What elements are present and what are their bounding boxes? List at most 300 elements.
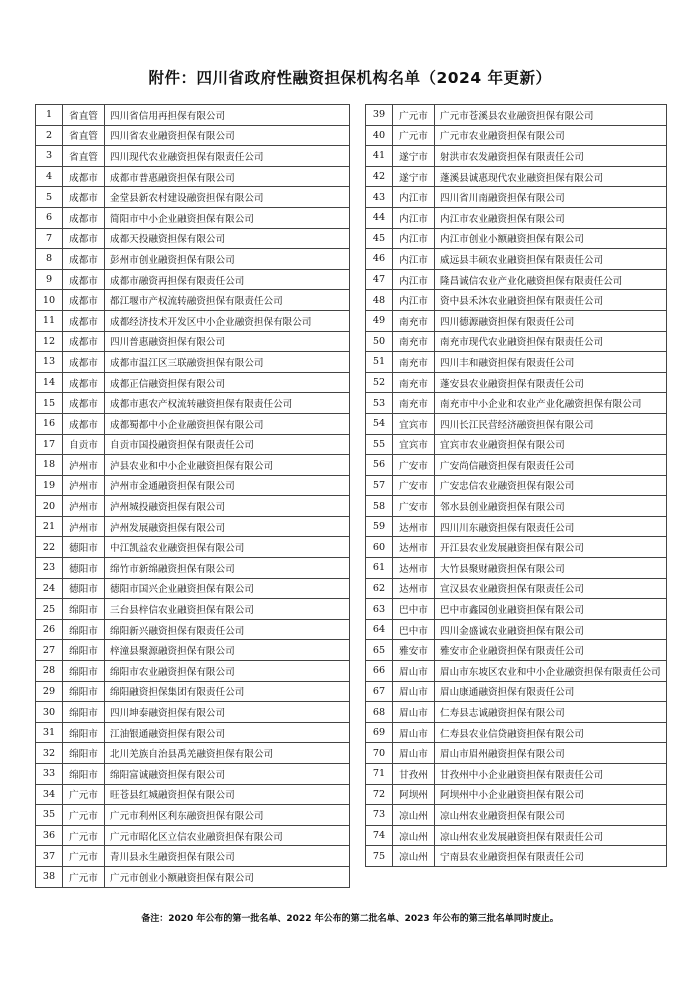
- row-institution-name: 自贡市国投融资担保有限责任公司: [105, 434, 350, 455]
- row-region: 泸州市: [63, 455, 105, 476]
- row-number: 75: [366, 846, 393, 867]
- row-number: 23: [36, 558, 63, 579]
- row-institution-name: 成都蜀都中小企业融资担保有限公司: [105, 413, 350, 434]
- row-number: 30: [36, 702, 63, 723]
- table-row: [366, 290, 667, 311]
- row-number: 3: [36, 146, 63, 167]
- row-institution-name: 邻水县创业融资担保有限公司: [435, 496, 667, 517]
- row-region: 德阳市: [63, 558, 105, 579]
- row-institution-name: 蓬安县农业融资担保有限责任公司: [435, 372, 667, 393]
- table-row: [366, 393, 667, 414]
- row-region: 南充市: [393, 331, 435, 352]
- table-row: [366, 207, 667, 228]
- row-number: 26: [36, 619, 63, 640]
- row-institution-name: 四川长江民营经济融资担保有限公司: [435, 413, 667, 434]
- row-institution-name: 眉山康通融资担保有限责任公司: [435, 681, 667, 702]
- row-region: 广元市: [63, 866, 105, 887]
- table-row: [36, 805, 350, 826]
- row-region: 南充市: [393, 372, 435, 393]
- row-institution-name: 四川德源融资担保有限责任公司: [435, 310, 667, 331]
- table-row: [36, 599, 350, 620]
- row-number: 11: [36, 310, 63, 331]
- table-row: [366, 372, 667, 393]
- row-region: 阿坝州: [393, 784, 435, 805]
- row-region: 泸州市: [63, 516, 105, 537]
- row-institution-name: 凉山州农业发展融资担保有限责任公司: [435, 825, 667, 846]
- row-institution-name: 资中县禾沐农业融资担保有限责任公司: [435, 290, 667, 311]
- row-institution-name: 绵阳市农业融资担保有限公司: [105, 661, 350, 682]
- row-number: 12: [36, 331, 63, 352]
- table-row: [366, 599, 667, 620]
- row-region: 广元市: [393, 125, 435, 146]
- table-row: [366, 722, 667, 743]
- row-region: 凉山州: [393, 846, 435, 867]
- row-number: 41: [366, 146, 393, 167]
- table-row: [36, 764, 350, 785]
- row-number: 51: [366, 352, 393, 373]
- row-number: 31: [36, 722, 63, 743]
- row-region: 德阳市: [63, 537, 105, 558]
- row-number: 22: [36, 537, 63, 558]
- table-row: [366, 661, 667, 682]
- institution-table-left: [35, 104, 350, 888]
- row-institution-name: 宣汉县农业融资担保有限责任公司: [435, 578, 667, 599]
- row-number: 20: [36, 496, 63, 517]
- row-number: 45: [366, 228, 393, 249]
- row-number: 34: [36, 784, 63, 805]
- table-row: [36, 619, 350, 640]
- row-institution-name: 四川省川南融资担保有限公司: [435, 187, 667, 208]
- table-row: [36, 475, 350, 496]
- row-number: 4: [36, 166, 63, 187]
- row-region: 凉山州: [393, 825, 435, 846]
- row-region: 广元市: [63, 825, 105, 846]
- row-institution-name: 北川羌族自治县禹羌融资担保有限公司: [105, 743, 350, 764]
- row-region: 自贡市: [63, 434, 105, 455]
- row-region: 绵阳市: [63, 619, 105, 640]
- table-row: [36, 249, 350, 270]
- row-region: 凉山州: [393, 805, 435, 826]
- table-row: [366, 105, 667, 126]
- row-institution-name: 广元市苍溪县农业融资担保有限公司: [435, 105, 667, 126]
- row-institution-name: 泸州发展融资担保有限公司: [105, 516, 350, 537]
- row-number: 50: [366, 331, 393, 352]
- row-region: 绵阳市: [63, 743, 105, 764]
- row-number: 9: [36, 269, 63, 290]
- row-institution-name: 南充市现代农业融资担保有限责任公司: [435, 331, 667, 352]
- row-region: 成都市: [63, 228, 105, 249]
- row-number: 27: [36, 640, 63, 661]
- row-institution-name: 广元市创业小额融资担保有限公司: [105, 866, 350, 887]
- row-region: 成都市: [63, 269, 105, 290]
- row-region: 内江市: [393, 290, 435, 311]
- row-institution-name: 广元市利州区利东融资担保有限公司: [105, 805, 350, 826]
- row-region: 成都市: [63, 166, 105, 187]
- table-row: [36, 310, 350, 331]
- table-row: [36, 537, 350, 558]
- row-number: 61: [366, 558, 393, 579]
- row-institution-name: 泸县农业和中小企业融资担保有限公司: [105, 455, 350, 476]
- table-row: [366, 681, 667, 702]
- table-row: [36, 825, 350, 846]
- row-region: 省直管: [63, 146, 105, 167]
- table-row: [366, 496, 667, 517]
- table-row: [366, 578, 667, 599]
- row-institution-name: 德阳市国兴企业融资担保有限公司: [105, 578, 350, 599]
- table-row: [36, 743, 350, 764]
- institution-table-right: [365, 104, 667, 867]
- row-number: 60: [366, 537, 393, 558]
- table-row: [36, 166, 350, 187]
- row-institution-name: 射洪市农发融资担保有限责任公司: [435, 146, 667, 167]
- row-region: 眉山市: [393, 681, 435, 702]
- row-region: 内江市: [393, 269, 435, 290]
- row-number: 59: [366, 516, 393, 537]
- document-title: 附件：四川省政府性融资担保机构名单（2024 年更新）: [148, 69, 552, 87]
- row-number: 1: [36, 105, 63, 126]
- row-institution-name: 成都市融资再担保有限责任公司: [105, 269, 350, 290]
- row-institution-name: 眉山市眉州融资担保有限公司: [435, 743, 667, 764]
- row-region: 内江市: [393, 228, 435, 249]
- row-region: 成都市: [63, 372, 105, 393]
- row-number: 57: [366, 475, 393, 496]
- row-institution-name: 隆昌诚信农业产业化融资担保有限责任公司: [435, 269, 667, 290]
- row-number: 65: [366, 640, 393, 661]
- row-number: 62: [366, 578, 393, 599]
- table-row: [366, 516, 667, 537]
- row-number: 52: [366, 372, 393, 393]
- row-institution-name: 都江堰市产权流转融资担保有限责任公司: [105, 290, 350, 311]
- table-row: [36, 496, 350, 517]
- row-institution-name: 宜宾市农业融资担保有限公司: [435, 434, 667, 455]
- row-institution-name: 四川川东融资担保有限责任公司: [435, 516, 667, 537]
- table-row: [36, 413, 350, 434]
- table-row: [366, 619, 667, 640]
- row-institution-name: 广元市农业融资担保有限公司: [435, 125, 667, 146]
- row-institution-name: 四川省农业融资担保有限公司: [105, 125, 350, 146]
- row-region: 广元市: [393, 105, 435, 126]
- row-institution-name: 三台县梓信农业融资担保有限公司: [105, 599, 350, 620]
- table-row: [36, 722, 350, 743]
- row-number: 69: [366, 722, 393, 743]
- row-institution-name: 成都正信融资担保有限公司: [105, 372, 350, 393]
- table-row: [366, 310, 667, 331]
- row-institution-name: 梓潼县聚源融资担保有限公司: [105, 640, 350, 661]
- table-row: [366, 558, 667, 579]
- row-number: 73: [366, 805, 393, 826]
- row-number: 13: [36, 352, 63, 373]
- table-row: [36, 331, 350, 352]
- row-institution-name: 内江市农业融资担保有限公司: [435, 207, 667, 228]
- row-number: 21: [36, 516, 63, 537]
- row-region: 宜宾市: [393, 434, 435, 455]
- row-number: 54: [366, 413, 393, 434]
- row-region: 泸州市: [63, 475, 105, 496]
- row-institution-name: 金堂县新农村建设融资担保有限公司: [105, 187, 350, 208]
- row-institution-name: 眉山市东坡区农业和中小企业融资担保有限责任公司: [435, 661, 667, 682]
- row-region: 达州市: [393, 578, 435, 599]
- table-row: [366, 166, 667, 187]
- row-institution-name: 成都市普惠融资担保有限公司: [105, 166, 350, 187]
- table-row: [366, 640, 667, 661]
- table-row: [36, 516, 350, 537]
- table-row: [36, 661, 350, 682]
- row-institution-name: 仁寿县志诚融资担保有限公司: [435, 702, 667, 723]
- row-institution-name: 江油银通融资担保有限公司: [105, 722, 350, 743]
- row-region: 绵阳市: [63, 640, 105, 661]
- table-row: [36, 207, 350, 228]
- row-region: 达州市: [393, 537, 435, 558]
- row-number: 66: [366, 661, 393, 682]
- table-row: [36, 290, 350, 311]
- row-region: 内江市: [393, 207, 435, 228]
- row-region: 内江市: [393, 249, 435, 270]
- row-institution-name: 凉山州农业融资担保有限公司: [435, 805, 667, 826]
- table-row: [36, 702, 350, 723]
- row-number: 33: [36, 764, 63, 785]
- row-institution-name: 四川现代农业融资担保有限责任公司: [105, 146, 350, 167]
- row-number: 64: [366, 619, 393, 640]
- row-number: 49: [366, 310, 393, 331]
- table-row: [36, 434, 350, 455]
- row-number: 39: [366, 105, 393, 126]
- table-row: [36, 846, 350, 867]
- row-number: 56: [366, 455, 393, 476]
- row-number: 37: [36, 846, 63, 867]
- table-row: [366, 125, 667, 146]
- row-number: 24: [36, 578, 63, 599]
- table-row: [366, 413, 667, 434]
- row-institution-name: 简阳市中小企业融资担保有限公司: [105, 207, 350, 228]
- row-institution-name: 内江市创业小额融资担保有限公司: [435, 228, 667, 249]
- table-row: [366, 846, 667, 867]
- row-institution-name: 绵阳融资担保集团有限责任公司: [105, 681, 350, 702]
- row-number: 74: [366, 825, 393, 846]
- table-row: [366, 764, 667, 785]
- row-number: 40: [366, 125, 393, 146]
- row-number: 47: [366, 269, 393, 290]
- row-institution-name: 南充市中小企业和农业产业化融资担保有限公司: [435, 393, 667, 414]
- table-row: [366, 743, 667, 764]
- row-number: 28: [36, 661, 63, 682]
- row-region: 绵阳市: [63, 661, 105, 682]
- row-region: 成都市: [63, 290, 105, 311]
- row-number: 8: [36, 249, 63, 270]
- table-row: [36, 640, 350, 661]
- row-institution-name: 仁寿县农业信贷融资担保有限公司: [435, 722, 667, 743]
- table-row: [36, 228, 350, 249]
- row-institution-name: 绵竹市新绵融资担保有限公司: [105, 558, 350, 579]
- table-row: [36, 784, 350, 805]
- row-region: 南充市: [393, 393, 435, 414]
- row-institution-name: 青川县永生融资担保有限公司: [105, 846, 350, 867]
- row-institution-name: 泸州市金通融资担保有限公司: [105, 475, 350, 496]
- row-institution-name: 蓬溪县诚惠现代农业融资担保有限公司: [435, 166, 667, 187]
- row-number: 36: [36, 825, 63, 846]
- row-region: 眉山市: [393, 702, 435, 723]
- row-region: 成都市: [63, 352, 105, 373]
- table-row: [36, 372, 350, 393]
- table-row: [36, 866, 350, 887]
- row-number: 55: [366, 434, 393, 455]
- row-number: 6: [36, 207, 63, 228]
- row-institution-name: 威远县丰硕农业融资担保有限责任公司: [435, 249, 667, 270]
- row-number: 10: [36, 290, 63, 311]
- row-institution-name: 大竹县聚财融资担保有限公司: [435, 558, 667, 579]
- row-number: 15: [36, 393, 63, 414]
- row-number: 19: [36, 475, 63, 496]
- row-number: 48: [366, 290, 393, 311]
- row-institution-name: 广安尚信融资担保有限责任公司: [435, 455, 667, 476]
- row-number: 16: [36, 413, 63, 434]
- row-region: 成都市: [63, 331, 105, 352]
- row-region: 成都市: [63, 393, 105, 414]
- row-region: 广安市: [393, 475, 435, 496]
- table-row: [366, 352, 667, 373]
- row-number: 71: [366, 764, 393, 785]
- row-region: 遂宁市: [393, 146, 435, 167]
- row-institution-name: 雅安市企业融资担保有限责任公司: [435, 640, 667, 661]
- row-number: 42: [366, 166, 393, 187]
- row-institution-name: 彭州市创业融资担保有限公司: [105, 249, 350, 270]
- row-number: 38: [36, 866, 63, 887]
- row-institution-name: 成都经济技术开发区中小企业融资担保有限公司: [105, 310, 350, 331]
- row-region: 泸州市: [63, 496, 105, 517]
- row-region: 巴中市: [393, 619, 435, 640]
- row-region: 成都市: [63, 249, 105, 270]
- table-row: [366, 249, 667, 270]
- table-row: [366, 537, 667, 558]
- row-number: 5: [36, 187, 63, 208]
- table-row: [36, 269, 350, 290]
- table-row: [366, 825, 667, 846]
- row-region: 广安市: [393, 496, 435, 517]
- row-region: 遂宁市: [393, 166, 435, 187]
- remark-note: 备注：2020 年公布的第一批名单、2022 年公布的第二批名单、2023 年公布的第三批名单同时废止。: [141, 914, 559, 924]
- row-number: 68: [366, 702, 393, 723]
- row-institution-name: 成都天投融资担保有限公司: [105, 228, 350, 249]
- row-number: 43: [366, 187, 393, 208]
- table-row: [366, 455, 667, 476]
- row-institution-name: 巴中市鑫园创业融资担保有限公司: [435, 599, 667, 620]
- row-region: 绵阳市: [63, 722, 105, 743]
- row-institution-name: 阿坝州中小企业融资担保有限公司: [435, 784, 667, 805]
- table-row: [366, 187, 667, 208]
- row-number: 29: [36, 681, 63, 702]
- row-institution-name: 广安忠信农业融资担保有限公司: [435, 475, 667, 496]
- row-region: 广安市: [393, 455, 435, 476]
- row-region: 巴中市: [393, 599, 435, 620]
- row-region: 成都市: [63, 207, 105, 228]
- row-region: 广元市: [63, 846, 105, 867]
- row-region: 省直管: [63, 105, 105, 126]
- row-institution-name: 旺苍县红城融资担保有限公司: [105, 784, 350, 805]
- row-number: 17: [36, 434, 63, 455]
- row-region: 成都市: [63, 187, 105, 208]
- row-region: 绵阳市: [63, 681, 105, 702]
- row-region: 绵阳市: [63, 599, 105, 620]
- table-row: [36, 352, 350, 373]
- row-region: 绵阳市: [63, 764, 105, 785]
- row-number: 35: [36, 805, 63, 826]
- row-institution-name: 泸州城投融资担保有限公司: [105, 496, 350, 517]
- row-institution-name: 成都市温江区三联融资担保有限公司: [105, 352, 350, 373]
- row-region: 广元市: [63, 784, 105, 805]
- row-institution-name: 四川普惠融资担保有限公司: [105, 331, 350, 352]
- row-region: 南充市: [393, 310, 435, 331]
- row-number: 18: [36, 455, 63, 476]
- row-number: 25: [36, 599, 63, 620]
- row-number: 67: [366, 681, 393, 702]
- table-row: [36, 393, 350, 414]
- row-region: 眉山市: [393, 743, 435, 764]
- row-institution-name: 开江县农业发展融资担保有限公司: [435, 537, 667, 558]
- row-region: 内江市: [393, 187, 435, 208]
- row-institution-name: 四川金盛诚农业融资担保有限公司: [435, 619, 667, 640]
- row-region: 达州市: [393, 558, 435, 579]
- row-institution-name: 宁南县农业融资担保有限责任公司: [435, 846, 667, 867]
- row-region: 省直管: [63, 125, 105, 146]
- row-region: 德阳市: [63, 578, 105, 599]
- row-number: 7: [36, 228, 63, 249]
- table-row: [36, 578, 350, 599]
- row-institution-name: 四川丰和融资担保有限责任公司: [435, 352, 667, 373]
- row-number: 58: [366, 496, 393, 517]
- row-region: 雅安市: [393, 640, 435, 661]
- table-row: [36, 146, 350, 167]
- row-number: 2: [36, 125, 63, 146]
- table-row: [36, 558, 350, 579]
- row-number: 14: [36, 372, 63, 393]
- row-region: 绵阳市: [63, 702, 105, 723]
- row-institution-name: 中江凯益农业融资担保有限公司: [105, 537, 350, 558]
- row-region: 广元市: [63, 805, 105, 826]
- row-institution-name: 绵阳富诚融资担保有限公司: [105, 764, 350, 785]
- row-region: 成都市: [63, 413, 105, 434]
- table-row: [366, 331, 667, 352]
- table-row: [366, 702, 667, 723]
- table-row: [366, 434, 667, 455]
- table-row: [36, 455, 350, 476]
- row-region: 眉山市: [393, 661, 435, 682]
- row-number: 63: [366, 599, 393, 620]
- table-row: [36, 105, 350, 126]
- row-institution-name: 四川省信用再担保有限公司: [105, 105, 350, 126]
- row-region: 甘孜州: [393, 764, 435, 785]
- table-row: [36, 125, 350, 146]
- row-number: 44: [366, 207, 393, 228]
- table-row: [366, 784, 667, 805]
- row-region: 南充市: [393, 352, 435, 373]
- row-institution-name: 四川坤泰融资担保有限公司: [105, 702, 350, 723]
- row-institution-name: 成都市惠农产权流转融资担保有限责任公司: [105, 393, 350, 414]
- table-row: [366, 228, 667, 249]
- row-region: 成都市: [63, 310, 105, 331]
- row-region: 眉山市: [393, 722, 435, 743]
- table-row: [366, 269, 667, 290]
- table-row: [36, 187, 350, 208]
- row-region: 宜宾市: [393, 413, 435, 434]
- row-number: 53: [366, 393, 393, 414]
- row-number: 70: [366, 743, 393, 764]
- row-institution-name: 绵阳新兴融资担保有限责任公司: [105, 619, 350, 640]
- table-row: [36, 681, 350, 702]
- row-number: 32: [36, 743, 63, 764]
- row-region: 达州市: [393, 516, 435, 537]
- row-number: 72: [366, 784, 393, 805]
- table-row: [366, 805, 667, 826]
- row-number: 46: [366, 249, 393, 270]
